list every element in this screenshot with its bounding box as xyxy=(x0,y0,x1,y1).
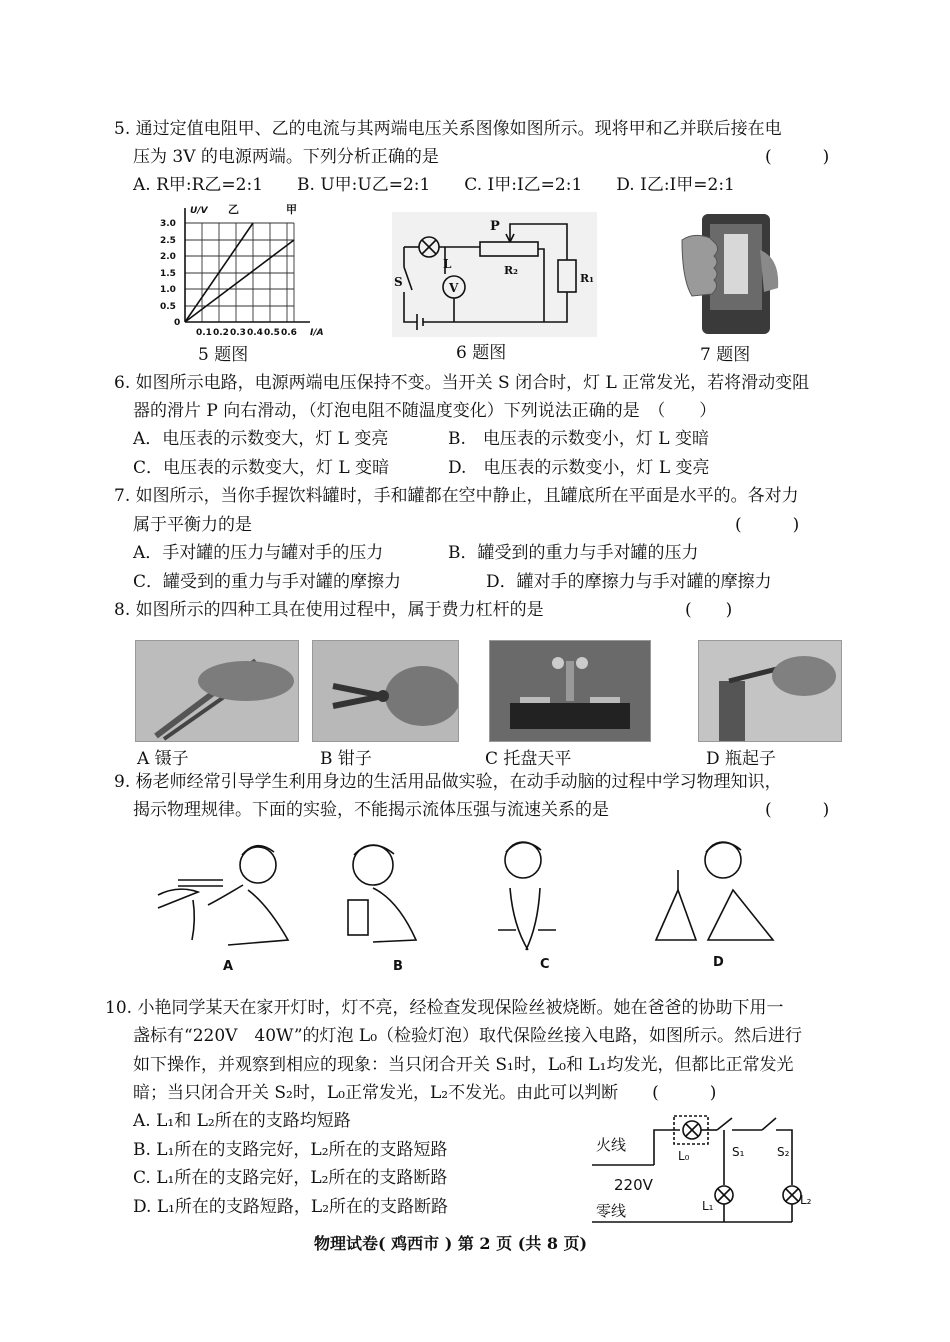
fig5-ytick: 3.0 xyxy=(160,219,176,229)
fig10-L2-label: L₂ xyxy=(800,1193,812,1207)
q5-options: A. R甲:R乙=2:1 B. U甲:U乙=2:1 C. I甲:I乙=2:1 D. I乙:I甲=2:1 xyxy=(133,175,735,195)
line-jia xyxy=(185,240,294,322)
fig5-ytick: 1.5 xyxy=(160,269,176,279)
fig5-xtick: 0.3 xyxy=(230,328,246,338)
q8-caption-a: A 镊子 xyxy=(137,749,189,769)
fig6-label-L: L xyxy=(443,257,452,271)
q6-stem-line1: 6. 如图所示电路，电源两端电压保持不变。当开关 S 闭合时，灯 L 正常发光，若将滑动变阻 xyxy=(114,373,810,393)
q7-option-b: B．罐受到的重力与手对罐的压力 xyxy=(448,543,699,563)
q8-stem-line1: 8. 如图所示的四种工具在使用过程中，属于费力杠杆的是 xyxy=(114,600,544,620)
q6-option-d: D. 电压表的示数变小，灯 L 变亮 xyxy=(448,458,710,478)
fig6-label-R2: R₂ xyxy=(504,264,518,277)
fig5-label-yi: 乙 xyxy=(228,203,239,216)
q7-answer-bracket: ( ) xyxy=(735,515,800,535)
fig5-graph xyxy=(150,200,340,345)
q10-option-d: D. L₁所在的支路短路，L₂所在的支路断路 xyxy=(133,1197,449,1217)
q9-answer-bracket: ( ) xyxy=(765,800,830,820)
q8-caption-d: D 瓶起子 xyxy=(706,749,777,769)
fig10-neutral-wire-label: 零线 xyxy=(596,1202,627,1220)
q10-stem-line4: 暗；当只闭合开关 S₂时，L₀正常发光，L₂不发光。由此可以判断 ( ) xyxy=(133,1083,717,1103)
q8-caption-b: B 钳子 xyxy=(320,749,372,769)
q9-label-b: B xyxy=(393,959,403,974)
q6-stem-line2: 器的滑片 P 向右滑动，（灯泡电阻不随温度变化）下列说法正确的是 （ ） xyxy=(133,401,717,421)
q10-stem-line2: 盏标有“220V 40W”的灯泡 L₀（检验灯泡）取代保险丝接入电路，如图所示。然后进行 xyxy=(133,1026,803,1046)
q7-option-a: A．手对罐的压力与罐对手的压力 xyxy=(133,543,384,563)
q6-option-a: A．电压表的示数变大，灯 L 变亮 xyxy=(133,429,389,449)
fig5-ytick: 0 xyxy=(174,318,181,328)
q9-stem-line2: 揭示物理规律。下面的实验，不能揭示流体压强与流速关系的是 xyxy=(133,800,609,820)
fig10-S2-label: S₂ xyxy=(777,1145,790,1159)
fig6-label-P: P xyxy=(490,219,500,234)
fig10-S1-label: S₁ xyxy=(732,1145,745,1159)
q10-option-a: A. L₁和 L₂所在的支路均短路 xyxy=(133,1111,351,1131)
fig5-ytick: 1.0 xyxy=(160,285,176,295)
q5-stem-line1: 5. 通过定值电阻甲、乙的电流与其两端电压关系图像如图所示。现将甲和乙并联后接在电 xyxy=(114,119,782,139)
fig5-xlabel: I/A xyxy=(310,328,324,338)
q10-stem-line3: 如下操作，并观察到相应的现象：当只闭合开关 S₁时，L₀和 L₁均发光，但都比正常发光 xyxy=(133,1055,794,1075)
fig6-circuit xyxy=(392,212,597,337)
pliers-image xyxy=(312,640,459,742)
q9-label-c: C xyxy=(540,957,550,972)
q7-stem-line2: 属于平衡力的是 xyxy=(133,515,252,535)
q9-label-a: A xyxy=(223,959,234,974)
fig5-xtick: 0.1 xyxy=(196,328,212,338)
q6-option-c: C．电压表的示数变大，灯 L 变暗 xyxy=(133,458,390,478)
q10-option-c: C. L₁所在的支路完好，L₂所在的支路断路 xyxy=(133,1168,448,1188)
q10-option-b: B. L₁所在的支路完好，L₂所在的支路短路 xyxy=(133,1140,448,1160)
fig5-xtick: 0.5 xyxy=(264,328,280,338)
fig5-ytick: 0.5 xyxy=(160,302,176,312)
page-footer: 物理试卷( 鸡西市 ) 第 2 页 (共 8 页) xyxy=(314,1234,588,1253)
q8-answer-bracket: ( ) xyxy=(685,600,733,620)
tweezers-image xyxy=(135,640,299,742)
bottle-opener-image xyxy=(698,640,842,742)
fig5-label-jia: 甲 xyxy=(286,203,297,216)
q7-option-c: C．罐受到的重力与手对罐的摩擦力 xyxy=(133,572,402,592)
q8-caption-c: C 托盘天平 xyxy=(485,749,572,769)
fig5-ylabel: U/V xyxy=(190,206,208,216)
q6-option-b: B. 电压表的示数变小，灯 L 变暗 xyxy=(448,429,709,449)
q5-answer-bracket: ( ) xyxy=(765,147,830,167)
fig10-L0-label: L₀ xyxy=(678,1149,690,1163)
fig7-hand-can-image xyxy=(680,210,782,338)
fig10-voltage-label: 220V xyxy=(614,1176,653,1194)
fig5-ytick: 2.0 xyxy=(160,252,176,262)
q10-stem-line1: 10. 小艳同学某天在家开灯时，灯不亮，经检查发现保险丝被烧断。她在爸爸的协助下用一 xyxy=(105,998,784,1018)
fig5-xtick: 0.6 xyxy=(281,328,297,338)
fig6-label-R1: R₁ xyxy=(580,272,594,285)
q9-stem-line1: 9. 杨老师经常引导学生利用身边的生活用品做实验，在动手动脑的过程中学习物理知识， xyxy=(114,772,782,792)
fig10-live-wire-label: 火线 xyxy=(596,1136,627,1154)
q9-experiments-illustration xyxy=(148,830,828,975)
fig7-caption: 7 题图 xyxy=(700,345,751,365)
q7-stem-line1: 7. 如图所示，当你手握饮料罐时，手和罐都在空中静止，且罐底所在平面是水平的。各对力 xyxy=(114,486,799,506)
fig6-label-S: S xyxy=(394,275,403,289)
fig5-ytick: 2.5 xyxy=(160,236,176,246)
fig6-label-V: V xyxy=(449,281,459,295)
fig5-xtick: 0.2 xyxy=(213,328,229,338)
q5-stem-line2: 压为 3V 的电源两端。下列分析正确的是 xyxy=(133,147,439,167)
fig10-L1-label: L₁ xyxy=(702,1199,714,1213)
q9-label-d: D xyxy=(713,955,724,970)
fig5-xtick: 0.4 xyxy=(247,328,263,338)
q7-option-d: D．罐对手的摩擦力与手对罐的摩擦力 xyxy=(486,572,772,592)
fig10-circuit xyxy=(592,1110,812,1230)
balance-scale-image xyxy=(489,640,651,742)
fig5-caption: 5 题图 xyxy=(198,345,249,365)
fig6-caption: 6 题图 xyxy=(456,343,507,363)
